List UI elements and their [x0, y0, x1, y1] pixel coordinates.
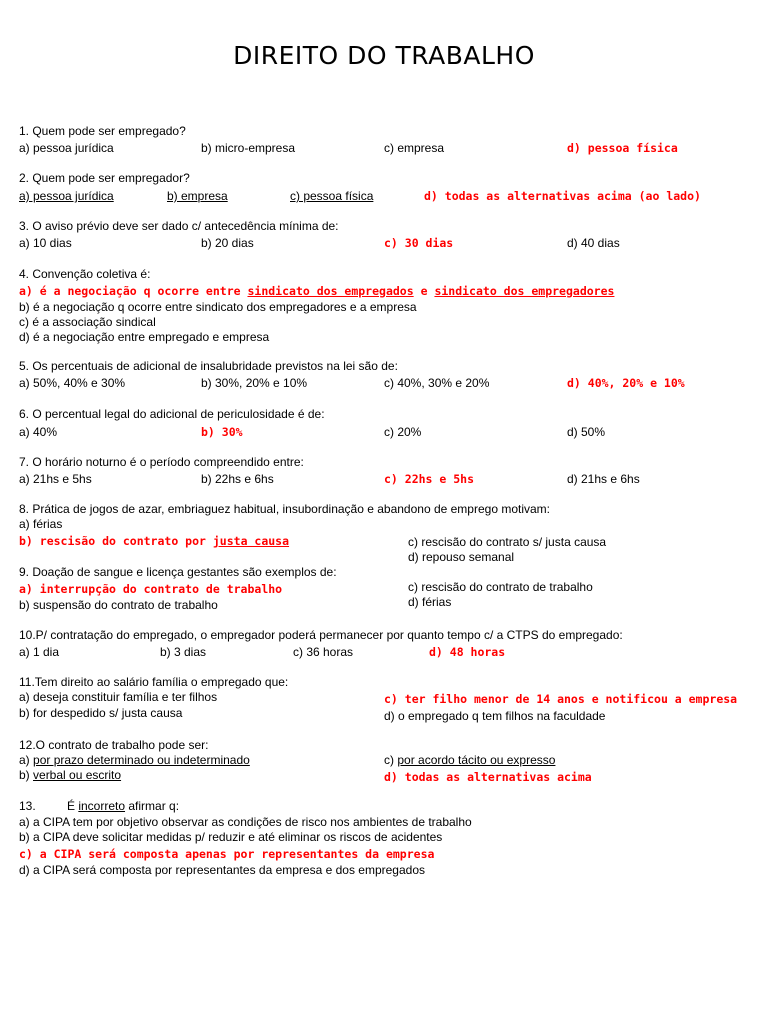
question-7-option-a: a) 21hs e 5hs: [19, 472, 92, 486]
question-8-text: 8. Prática de jogos de azar, embriaguez habitual, insubordinação e abandono de emprego motivam:: [19, 502, 551, 516]
question-1-option-d-correct: d) pessoa física: [567, 141, 678, 155]
question-4-option-a-correct: [19, 284, 614, 298]
question-5-option-c: c) 40%, 30% e 20%: [384, 376, 490, 390]
question-7-text: 7. O horário noturno é o período compreendido entre:: [19, 455, 304, 469]
question-1-text: 1. Quem pode ser empregado?: [19, 124, 186, 138]
question-11-option-a: a) deseja constituir família e ter filhos: [19, 690, 218, 704]
question-4-option-a-underlined-1: sindicato dos empregados: [247, 284, 414, 298]
question-12-option-c: [384, 753, 555, 767]
question-12-option-d-correct: d) todas as alternativas acima: [384, 770, 592, 784]
question-5-option-a: a) 50%, 40% e 30%: [19, 376, 126, 390]
question-6-text: 6. O percentual legal do adicional de periculosidade é de:: [19, 407, 325, 421]
question-13-text: [67, 799, 179, 813]
question-3-option-c-correct: c) 30 dias: [384, 236, 454, 250]
question-4-option-a-part-1: a) é a negociação q ocorre entre: [19, 284, 248, 298]
question-4-text: 4. Convenção coletiva é:: [19, 267, 151, 281]
question-13-option-c-correct: c) a CIPA será composta apenas por representantes da empresa: [19, 847, 435, 861]
question-12-option-c-letter: c): [384, 753, 398, 767]
question-8-option-c: c) rescisão do contrato s/ justa causa: [408, 535, 607, 549]
question-12-option-a-letter: a): [19, 753, 34, 767]
question-2-text: 2. Quem pode ser empregador?: [19, 171, 190, 185]
question-4-option-b: b) é a negociação q ocorre entre sindicato dos empregadores e a empresa: [19, 300, 417, 314]
question-6-option-b-correct: b) 30%: [201, 425, 243, 439]
question-9-option-b: b) suspensão do contrato de trabalho: [19, 598, 218, 612]
question-6-option-a: a) 40%: [19, 425, 58, 439]
question-11-option-c-correct: c) ter filho menor de 14 anos e notificou a empresa: [384, 692, 738, 706]
question-13-option-d: d) a CIPA será composta por representantes da empresa e dos empregados: [19, 863, 426, 877]
question-2-option-a: a) pessoa jurídica: [19, 189, 114, 203]
question-13-text-part-3: afirmar q:: [125, 799, 180, 813]
question-4-option-a-part-3: e: [413, 284, 435, 298]
question-3-option-d: d) 40 dias: [567, 236, 620, 250]
question-7-option-b: b) 22hs e 6hs: [201, 472, 274, 486]
question-4-option-c: c) é a associação sindical: [19, 315, 156, 329]
question-6-option-d: d) 50%: [567, 425, 606, 439]
page-title: DIREITO DO TRABALHO: [233, 41, 535, 70]
question-13-text-underlined: incorreto: [78, 799, 126, 813]
question-5-option-d-correct: d) 40%, 20% e 10%: [567, 376, 685, 390]
question-8-option-a: a) férias: [19, 517, 63, 531]
question-7-option-c-correct: c) 22hs e 5hs: [384, 472, 475, 486]
question-1-option-c: c) empresa: [384, 141, 445, 155]
question-11-option-d: d) o empregado q tem filhos na faculdade: [384, 709, 606, 723]
question-3-option-b: b) 20 dias: [201, 236, 254, 250]
question-12-text: 12.O contrato de trabalho pode ser:: [19, 738, 209, 752]
question-12-option-a: [19, 753, 250, 767]
question-10-option-c: c) 36 horas: [293, 645, 354, 659]
question-8-option-b-part-1: b) rescisão do contrato por: [19, 534, 213, 548]
question-8-option-d: d) repouso semanal: [408, 550, 515, 564]
question-12-option-b-underlined: verbal ou escrito: [33, 768, 122, 782]
question-1-option-b: b) micro-empresa: [201, 141, 296, 155]
question-11-text: 11.Tem direito ao salário família o empregado que:: [19, 675, 289, 689]
question-5-option-b: b) 30%, 20% e 10%: [201, 376, 308, 390]
question-8-option-b-correct: [19, 534, 289, 548]
question-10-option-a: a) 1 dia: [19, 645, 60, 659]
question-5-text: 5. Os percentuais de adicional de insalubridade previstos na lei são de:: [19, 359, 398, 373]
question-12-option-a-underlined: por prazo determinado ou indeterminado: [33, 753, 250, 767]
question-2-option-b: b) empresa: [167, 189, 228, 203]
question-4-option-a-underlined-2: sindicato dos empregadores: [434, 284, 615, 298]
question-3-option-a: a) 10 dias: [19, 236, 72, 250]
question-12-option-b: [19, 768, 121, 782]
question-10-option-d-correct: d) 48 horas: [429, 645, 506, 659]
question-10-text: 10.P/ contratação do empregado, o empregador poderá permanecer por quanto tempo c/ a CTPS do empregado:: [19, 628, 623, 642]
question-8-option-b-underlined: justa causa: [212, 534, 290, 548]
question-9-option-c: c) rescisão do contrato de trabalho: [408, 580, 593, 594]
question-11-option-b: b) for despedido s/ justa causa: [19, 706, 183, 720]
question-9-text: 9. Doação de sangue e licença gestantes são exemplos de:: [19, 565, 337, 579]
question-10-option-b: b) 3 dias: [160, 645, 207, 659]
question-2-option-d-correct: d) todas as alternativas acima (ao lado): [424, 189, 701, 203]
question-1-option-a: a) pessoa jurídica: [19, 141, 114, 155]
question-2-option-c: c) pessoa física: [290, 189, 374, 203]
question-12-option-c-underlined: por acordo tácito ou expresso: [397, 753, 556, 767]
question-13-text-part-1: É: [67, 799, 79, 813]
question-13-option-a: a) a CIPA tem por objetivo observar as condições de risco nos ambientes de trabalho: [19, 815, 472, 829]
question-3-text: 3. O aviso prévio deve ser dado c/ antecedência mínima de:: [19, 219, 339, 233]
question-13-number: 13.: [19, 799, 36, 813]
question-9-option-d: d) férias: [408, 595, 452, 609]
question-13-option-b: b) a CIPA deve solicitar medidas p/ reduzir e até eliminar os riscos de acidentes: [19, 830, 443, 844]
question-6-option-c: c) 20%: [384, 425, 422, 439]
question-4-option-d: d) é a negociação entre empregado e empresa: [19, 330, 270, 344]
question-12-option-b-letter: b): [19, 768, 34, 782]
question-9-option-a-correct: a) interrupção do contrato de trabalho: [19, 582, 283, 596]
question-7-option-d: d) 21hs e 6hs: [567, 472, 640, 486]
